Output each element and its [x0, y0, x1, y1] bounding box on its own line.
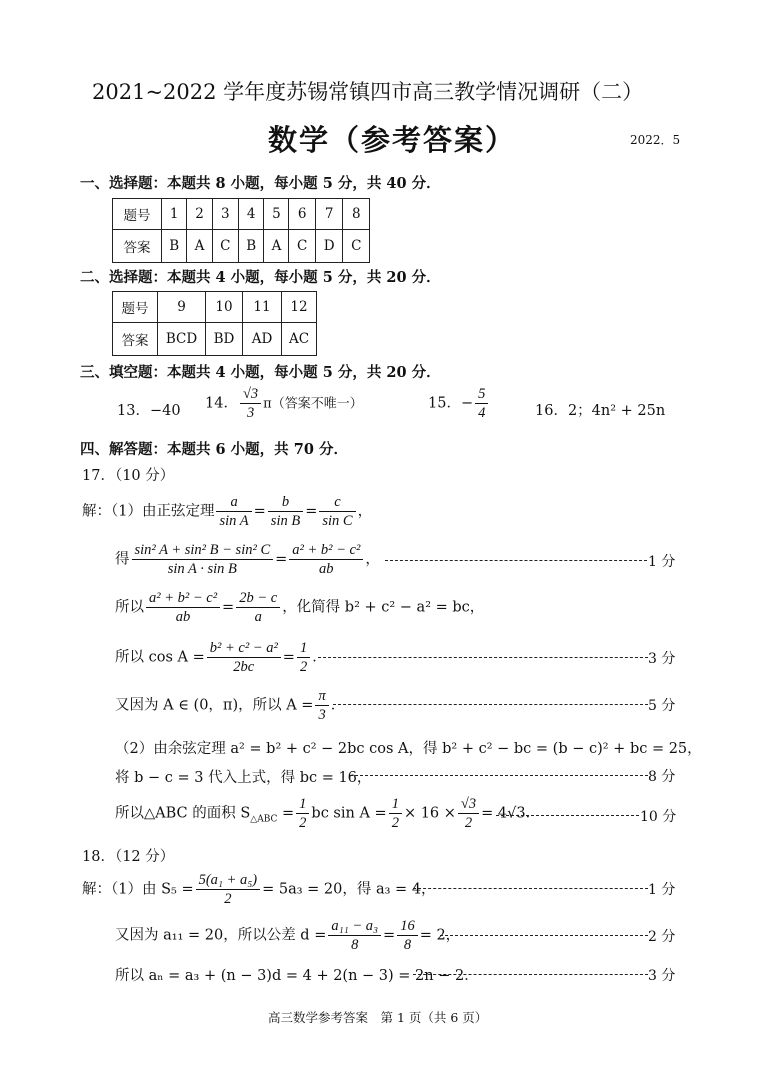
denominator: 8: [351, 937, 359, 953]
fraction: [458, 796, 479, 831]
fraction: [236, 590, 280, 625]
numerator: c: [319, 494, 355, 512]
table-cell: C: [212, 230, 238, 263]
fill-answer-14: [205, 386, 363, 421]
document-subtitle: 数学（参考答案）: [268, 123, 517, 157]
table-cell: 9: [158, 292, 206, 323]
score-leader: [413, 888, 648, 889]
score-leader: [413, 974, 648, 975]
solution-line: [115, 796, 540, 831]
table-cell: AD: [243, 323, 282, 356]
table-cell: 3: [212, 199, 238, 230]
table-cell: 10: [206, 292, 243, 323]
table-cell: 6: [289, 199, 315, 230]
line-text: 所以△ABC 的面积 S: [115, 805, 251, 822]
score-leader: [385, 560, 647, 561]
row-label: 题号: [113, 292, 158, 323]
solution-line: 所以 $\frac{\text{a² + b² − c²}}{ab}$ = $\frac{2b - c}{a}$ ，化简得 b² + c² − a² = bc，: [115, 590, 485, 625]
section-heading: 四、解答题：本题共 6 小题，共 70 分．: [80, 441, 348, 458]
denominator: sin C: [322, 513, 353, 529]
fill-answer-13: 13．−40: [117, 403, 181, 419]
score-label: 1 分: [648, 882, 676, 898]
fraction: [240, 386, 261, 421]
table-cell: 11: [243, 292, 282, 323]
denominator: 4: [478, 405, 486, 421]
question-title: 18．（12 分）: [82, 849, 175, 865]
numerator: a² + b² − c²: [146, 590, 220, 608]
numerator: 5(a₁ + a₅): [196, 872, 261, 890]
fraction: [297, 640, 310, 675]
denominator: sin A: [219, 513, 249, 529]
fraction: [328, 918, 381, 953]
solution-line: 得 $\frac{\text{sin² A + sin² B − sin² C}}{\text{sin A · sin B}}$ = $\frac{\text{a² + b² − c²}}{ab}$ ，: [115, 542, 380, 577]
table-cell: A: [187, 230, 212, 263]
denominator: 8: [403, 937, 412, 953]
denominator: 2: [391, 815, 399, 831]
solution-line: 将 b − c = 3 代入上式，得 bc = 16，: [115, 770, 372, 786]
line-text: 又因为 a₁₁ = 20，所以公差 d =: [115, 927, 327, 944]
denominator: sin A · sin B: [167, 561, 237, 577]
fraction: [289, 542, 363, 577]
numerator: π: [315, 688, 328, 706]
table-cell: 12: [282, 292, 317, 323]
score-leader: [350, 775, 648, 776]
line-text: ．: [312, 649, 327, 666]
score-label: 1 分: [648, 554, 676, 570]
table-cell: BCD: [158, 323, 206, 356]
fill-answer-16: 16．2；4n² + 25n: [535, 403, 666, 419]
table-cell: AC: [282, 323, 317, 356]
score-leader: [496, 815, 639, 816]
numerator: 16: [397, 918, 418, 936]
line-text: ．: [330, 697, 346, 714]
table-cell: C: [343, 230, 370, 263]
solution-line: 所以 aₙ = a₃ + (n − 3)d = 4 + 2(n − 3) = 2n − 2．: [115, 968, 479, 984]
fraction: [196, 872, 261, 907]
numerator: 1: [389, 796, 402, 814]
row-label: 题号: [113, 199, 162, 230]
answer-label: 15．−: [428, 395, 474, 412]
denominator: 2: [224, 891, 232, 907]
fraction: [146, 590, 220, 625]
table-cell: 8: [343, 199, 370, 230]
numerator: a² + b² − c²: [289, 542, 363, 560]
fill-answer-15: [428, 386, 490, 421]
solution-line: 所以 cos A = $\frac{\text{b² + c² − a²}}{2bc}$ = $\frac{1}{2}$ ．: [115, 640, 327, 675]
line-text: = 4√3．: [481, 805, 541, 822]
numerator: 2b − c: [236, 590, 280, 608]
line-text: =: [277, 805, 295, 822]
line-text: 所以 cos A =: [115, 649, 205, 666]
line-text: ，化简得 b² + c² − a² = bc，: [282, 599, 485, 616]
score-label: 3 分: [648, 651, 676, 667]
denominator: ab: [319, 561, 334, 577]
row-label: 答案: [113, 323, 158, 356]
denominator: a: [254, 609, 262, 625]
section-heading: 三、填空题：本题共 4 小题，每小题 5 分，共 20 分．: [80, 364, 441, 381]
subscript: △ABC: [250, 814, 278, 825]
denominator: 2: [464, 815, 473, 831]
fraction: [475, 386, 488, 421]
denominator: 2bc: [233, 659, 255, 675]
solution-line: [115, 688, 345, 723]
denominator: sin B: [270, 513, 301, 529]
page-footer: 高三数学参考答案 第 1 页（共 6 页）: [268, 1010, 488, 1025]
answer-text: π（答案不唯一）: [263, 396, 363, 412]
numerator: a: [216, 494, 251, 512]
fraction: [132, 542, 274, 577]
denominator: 2: [299, 815, 307, 831]
table-cell: C: [289, 230, 315, 263]
line-text: 解：（1）由正弦定理: [82, 503, 215, 520]
line-text: 又因为 A ∈ (0，π)，所以 A =: [115, 697, 314, 714]
section-heading: 二、选择题：本题共 4 小题，每小题 5 分，共 20 分．: [80, 269, 441, 286]
fraction: [268, 494, 303, 529]
solution-line: （2）由余弦定理 a² = b² + c² − 2bc cos A，得 b² + c² − bc = (b − c)² + bc = 25，: [115, 741, 702, 757]
line-text: 得: [115, 551, 130, 568]
solution-line: 又因为 a₁₁ = 20，所以公差 d = $\frac{\text{a₁₁ − a₃}}{8}$ = $\frac{16}{8}$ = 2，: [115, 918, 461, 953]
numerator: 5: [475, 386, 488, 404]
fraction: [397, 918, 418, 953]
score-label: 5 分: [648, 698, 676, 714]
score-leader: [333, 704, 648, 705]
line-text: 解：（1）由 S₅ =: [82, 881, 194, 898]
numerator: b² + c² − a²: [207, 640, 281, 658]
score-label: 3 分: [648, 968, 676, 984]
table-cell: A: [264, 230, 289, 263]
line-text: 所以: [115, 599, 144, 616]
numerator: 1: [296, 796, 309, 814]
score-label: 8 分: [648, 769, 676, 785]
document-date: 2022．5: [630, 133, 681, 147]
answer-label: 14．: [205, 395, 238, 412]
score-label: 2 分: [648, 929, 676, 945]
denominator: 3: [318, 707, 326, 723]
table-cell: 1: [162, 199, 187, 230]
fraction: [296, 796, 309, 831]
denominator: 2: [299, 659, 308, 675]
line-text: ，: [357, 503, 373, 520]
denominator: ab: [175, 609, 191, 625]
score-leader: [440, 935, 648, 936]
numerator: a₁₁ − a₃: [328, 918, 381, 936]
answer-table-1: [112, 198, 370, 263]
table-cell: BD: [206, 323, 243, 356]
row-label: 答案: [113, 230, 162, 263]
table-cell: 5: [264, 199, 289, 230]
table-cell: D: [315, 230, 343, 263]
table-cell: 4: [238, 199, 263, 230]
line-text: × 16 ×: [403, 805, 456, 822]
table-cell: 2: [187, 199, 212, 230]
line-text: ，: [365, 551, 380, 568]
fraction: [216, 494, 251, 529]
table-cell: 7: [315, 199, 343, 230]
numerator: sin² A + sin² B − sin² C: [132, 542, 274, 560]
line-text: bc sin A =: [311, 805, 387, 822]
denominator: 3: [246, 405, 255, 421]
solution-line: [82, 872, 436, 907]
table-cell: B: [238, 230, 263, 263]
section-heading: 一、选择题：本题共 8 小题，每小题 5 分，共 40 分．: [80, 175, 441, 192]
document-title: 2021~2022 学年度苏锡常镇四市高三教学情况调研（二）: [92, 80, 644, 104]
score-label: 10 分: [640, 809, 677, 825]
question-title: 17．（10 分）: [82, 468, 175, 484]
numerator: √3: [240, 386, 261, 404]
line-text: = 5a₃ = 20，得 a₃ = 4，: [262, 881, 436, 898]
fraction: [319, 494, 355, 529]
numerator: √3: [458, 796, 479, 814]
numerator: 1: [297, 640, 310, 658]
line-text: = 2，: [419, 927, 461, 944]
score-leader: [318, 657, 648, 658]
answer-table-2: [112, 291, 317, 356]
fraction: [315, 688, 328, 723]
fraction: [389, 796, 402, 831]
numerator: b: [268, 494, 303, 512]
table-cell: B: [162, 230, 187, 263]
fraction: [207, 640, 281, 675]
solution-line: 解：（1）由正弦定理 $\frac{a}{\text{sin A}}$ = $\frac{b}{\text{sin B}}$ = $\frac{c}{\text{sin C}}$ ，: [82, 494, 373, 529]
